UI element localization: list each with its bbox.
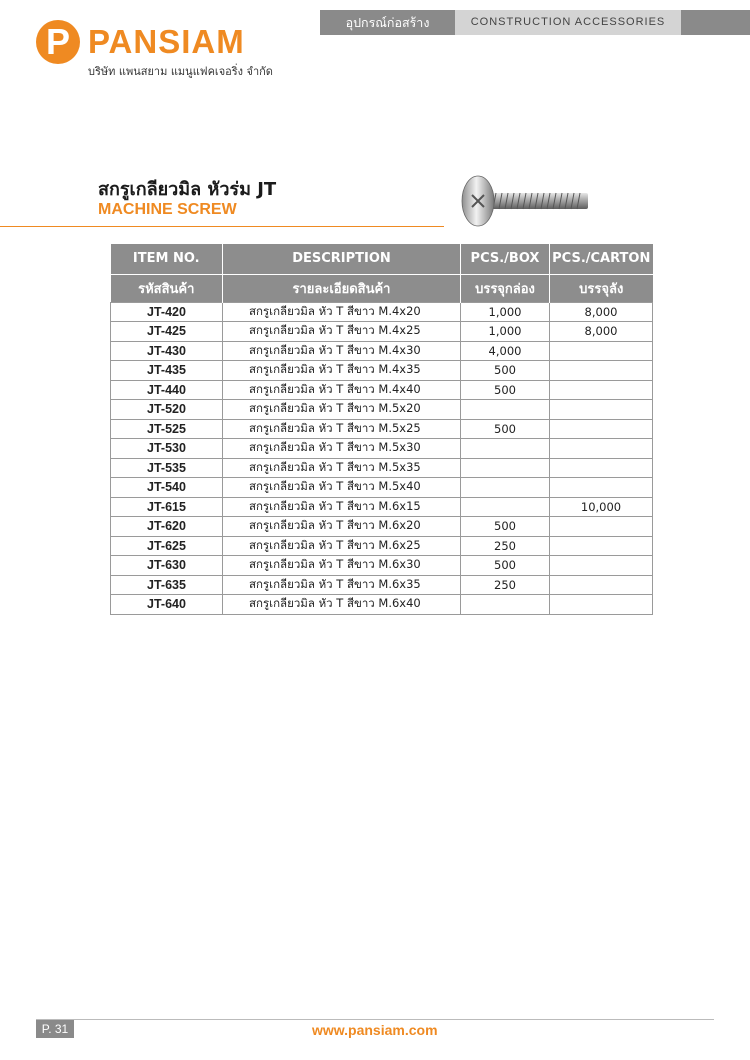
header-pcs-carton-th: บรรจุลัง bbox=[550, 274, 653, 302]
pcs-per-carton bbox=[550, 361, 653, 381]
item-no: JT-540 bbox=[111, 478, 223, 498]
pcs-per-box bbox=[461, 595, 550, 615]
table-row bbox=[111, 556, 653, 576]
item-no: JT-630 bbox=[111, 556, 223, 576]
pcs-per-box bbox=[461, 478, 550, 498]
item-no: JT-435 bbox=[111, 361, 223, 381]
item-description: สกรูเกลียวมิล หัว T สีขาว M.6x15 bbox=[223, 497, 461, 517]
item-no: JT-425 bbox=[111, 322, 223, 342]
pcs-per-carton bbox=[550, 419, 653, 439]
pcs-per-carton: 10,000 bbox=[550, 497, 653, 517]
item-description: สกรูเกลียวมิล หัว T สีขาว M.4x30 bbox=[223, 341, 461, 361]
pcs-per-carton bbox=[550, 575, 653, 595]
item-no: JT-535 bbox=[111, 458, 223, 478]
item-description: สกรูเกลียวมิล หัว T สีขาว M.4x40 bbox=[223, 380, 461, 400]
title-divider bbox=[0, 226, 444, 227]
website-link[interactable]: www.pansiam.com bbox=[312, 1022, 438, 1038]
pcs-per-carton bbox=[550, 439, 653, 459]
pcs-per-box: 500 bbox=[461, 380, 550, 400]
company-name-th: บริษัท แพนสยาม แมนูแฟคเจอริ่ง จำกัด bbox=[88, 65, 273, 78]
pcs-per-carton: 8,000 bbox=[550, 302, 653, 322]
table-row bbox=[111, 322, 653, 342]
header-item-no: ITEM NO. bbox=[111, 244, 223, 274]
table-row bbox=[111, 517, 653, 537]
item-description: สกรูเกลียวมิล หัว T สีขาว M.5x30 bbox=[223, 439, 461, 459]
pcs-per-box: 250 bbox=[461, 536, 550, 556]
header-pcs-box-th: บรรจุกล่อง bbox=[461, 274, 550, 302]
item-description: สกรูเกลียวมิล หัว T สีขาว M.6x30 bbox=[223, 556, 461, 576]
pcs-per-box: 500 bbox=[461, 361, 550, 381]
pcs-per-box: 250 bbox=[461, 575, 550, 595]
product-title-en: MACHINE SCREW bbox=[98, 201, 237, 218]
pcs-per-box bbox=[461, 400, 550, 420]
item-no: JT-615 bbox=[111, 497, 223, 517]
pansiam-logo bbox=[36, 20, 276, 80]
pcs-per-carton bbox=[550, 517, 653, 537]
item-no: JT-620 bbox=[111, 517, 223, 537]
table-row bbox=[111, 419, 653, 439]
pcs-per-box: 500 bbox=[461, 517, 550, 537]
pcs-per-carton bbox=[550, 536, 653, 556]
item-description: สกรูเกลียวมิล หัว T สีขาว M.5x35 bbox=[223, 458, 461, 478]
item-description: สกรูเกลียวมิล หัว T สีขาว M.4x35 bbox=[223, 361, 461, 381]
item-description: สกรูเกลียวมิล หัว T สีขาว M.6x40 bbox=[223, 595, 461, 615]
header-pcs-carton: PCS./CARTON bbox=[550, 244, 653, 274]
item-no: JT-430 bbox=[111, 341, 223, 361]
item-description: สกรูเกลียวมิล หัว T สีขาว M.6x35 bbox=[223, 575, 461, 595]
item-description: สกรูเกลียวมิล หัว T สีขาว M.4x25 bbox=[223, 322, 461, 342]
header-item-no-th: รหัสสินค้า bbox=[111, 274, 223, 302]
item-no: JT-635 bbox=[111, 575, 223, 595]
table-row bbox=[111, 400, 653, 420]
category-label-en: CONSTRUCTION ACCESSORIES bbox=[455, 10, 681, 35]
machine-screw-image bbox=[458, 174, 593, 228]
pcs-per-box bbox=[461, 458, 550, 478]
pcs-per-box: 500 bbox=[461, 556, 550, 576]
table-row bbox=[111, 536, 653, 556]
table-row bbox=[111, 361, 653, 381]
category-bar-end bbox=[681, 10, 750, 35]
pcs-per-box: 500 bbox=[461, 419, 550, 439]
header-pcs-box: PCS./BOX bbox=[461, 244, 550, 274]
pcs-per-box: 1,000 bbox=[461, 322, 550, 342]
header-description: DESCRIPTION bbox=[223, 244, 461, 274]
pcs-per-carton bbox=[550, 458, 653, 478]
item-no: JT-440 bbox=[111, 380, 223, 400]
logo-letter: P bbox=[45, 21, 70, 62]
pcs-per-carton bbox=[550, 478, 653, 498]
pcs-per-box: 4,000 bbox=[461, 341, 550, 361]
table-row bbox=[111, 595, 653, 615]
item-description: สกรูเกลียวมิล หัว T สีขาว M.5x25 bbox=[223, 419, 461, 439]
item-description: สกรูเกลียวมิล หัว T สีขาว M.6x20 bbox=[223, 517, 461, 537]
item-no: JT-640 bbox=[111, 595, 223, 615]
product-table bbox=[110, 244, 653, 615]
footer-divider bbox=[36, 1019, 714, 1020]
item-no: JT-520 bbox=[111, 400, 223, 420]
table-row bbox=[111, 575, 653, 595]
table-row bbox=[111, 341, 653, 361]
item-description: สกรูเกลียวมิล หัว T สีขาว M.6x25 bbox=[223, 536, 461, 556]
pcs-per-carton bbox=[550, 400, 653, 420]
pcs-per-carton bbox=[550, 341, 653, 361]
pcs-per-carton bbox=[550, 556, 653, 576]
item-no: JT-530 bbox=[111, 439, 223, 459]
pcs-per-box: 1,000 bbox=[461, 302, 550, 322]
table-row bbox=[111, 302, 653, 322]
header-description-th: รายละเอียดสินค้า bbox=[223, 274, 461, 302]
table-row bbox=[111, 478, 653, 498]
item-description: สกรูเกลียวมิล หัว T สีขาว M.4x20 bbox=[223, 302, 461, 322]
item-no: JT-625 bbox=[111, 536, 223, 556]
category-label-th: อุปกรณ์ก่อสร้าง bbox=[320, 10, 455, 35]
pcs-per-carton bbox=[550, 380, 653, 400]
pcs-per-carton: 8,000 bbox=[550, 322, 653, 342]
pcs-per-carton bbox=[550, 595, 653, 615]
table-row bbox=[111, 380, 653, 400]
item-no: JT-420 bbox=[111, 302, 223, 322]
pcs-per-box bbox=[461, 497, 550, 517]
page-number: P. 31 bbox=[36, 1020, 74, 1038]
pcs-per-box bbox=[461, 439, 550, 459]
table-row bbox=[111, 439, 653, 459]
product-title-th: สกรูเกลียวมิล หัวร่ม JT bbox=[98, 179, 277, 200]
table-row bbox=[111, 497, 653, 517]
item-no: JT-525 bbox=[111, 419, 223, 439]
table-row bbox=[111, 458, 653, 478]
item-description: สกรูเกลียวมิล หัว T สีขาว M.5x20 bbox=[223, 400, 461, 420]
brand-name: PANSIAM bbox=[88, 23, 245, 60]
item-description: สกรูเกลียวมิล หัว T สีขาว M.5x40 bbox=[223, 478, 461, 498]
